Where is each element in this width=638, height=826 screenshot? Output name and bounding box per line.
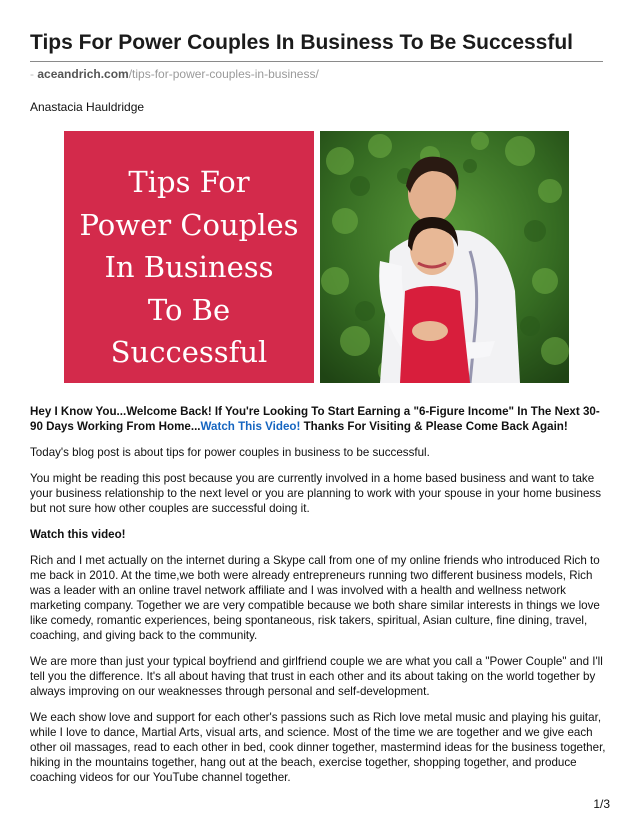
hero-line: Successful [110,335,268,369]
couple-photo-image [320,131,569,383]
url-path[interactable]: /tips-for-power-couples-in-business/ [128,67,319,81]
body-paragraph: Today's blog post is about tips for power couples in business to be successful. [30,446,430,459]
watch-heading: Watch this video! [30,528,126,541]
watch-video-link[interactable]: Watch This Video! [200,420,301,433]
author-name: Anastacia Hauldridge [30,100,145,114]
body-paragraph: We each show love and support for each other's passions such as Rich love metal music and playing his guitar, while I love to dance, Martial Arts, visual arts, and science. Most of the time we are together and we give each other oil massages, read to each other in bed, cook dinner together, mastermind ideas for the business together, hiking in the mountains together, hang out at the beach, exercise together, shopping together, and produce coaching videos for our YouTube channel together. [30,711,606,784]
page-title: Tips For Power Couples In Business To Be Successful [30,31,574,54]
hero-line: To Be [147,292,231,327]
body-paragraph: You might be reading this post because you are currently involved in a home based business and want to take your business relationship to the next level or you are planning to work with your spouse in your home business but not sure how other couples are successful doing it. [30,472,601,515]
url-prefix: - [30,67,34,81]
body-paragraph: We are more than just your typical boyfriend and girlfriend couple we are what you call a "Power Couple" and I'll tell you the difference. It's all about having that trust in each other and its about taking on the world together by always improving on our weaknesses through personal and self-development. [30,655,603,698]
hero-title-text [64,161,314,374]
page-number: 1/3 [593,797,610,811]
source-url[interactable] [30,66,319,82]
title-divider [30,61,603,62]
body-paragraph: Rich and I met actually on the internet during a Skype call from one of my online friends who introduced Rich to me back in 2010. At the time,we both were already entrepreneurs running two different business models, Rich was a leader with an online travel network affiliate and I was involved with a health and wellness network marketing company. Together we are very compatible because we both share similar interests in things we love like comedy, romantic experiences, being spontaneous, risk takers, spiritual, Asian culture, fine dining, travel, coaching, and giving back to the community. [30,554,600,642]
hero-line: Tips For [128,165,250,199]
intro-text-after: Thanks For Visiting & Please Come Back Again! [300,420,568,433]
intro-text: Hey I Know You...Welcome Back! If You're Looking To Start Earning a "6-Figure Income" In The Next 30-90 Days Working From Home... [30,405,600,433]
article-body [30,404,612,796]
hero-line: In Business [104,250,274,284]
url-domain[interactable]: aceandrich.com [37,67,129,81]
couple-photo [320,131,569,383]
hero-line: Power Couples [79,207,299,242]
intro-paragraph [30,404,612,434]
hero-title-card [64,131,314,383]
